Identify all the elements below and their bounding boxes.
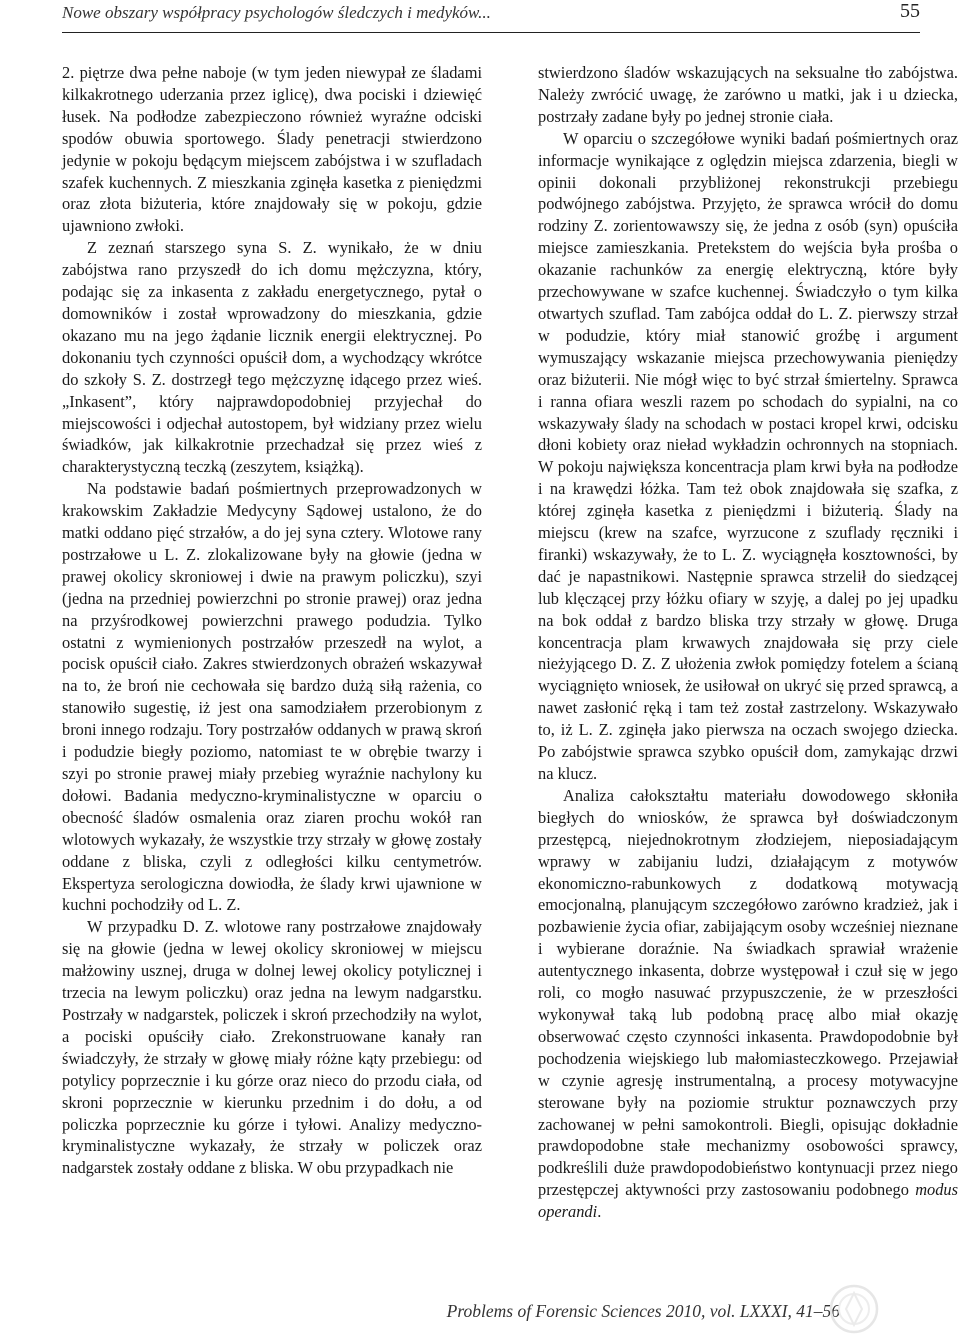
left-column <box>62 62 482 1179</box>
paragraph <box>538 785 958 1223</box>
paragraph: Z zeznań starszego syna S. Z. wynikało, że w dniu zabójstwa rano przyszedł do ich domu mężczyzna, który, podając się za inkasenta z zakładu energetycznego, pytał o domowników i został wprowadzony do mieszkania, gdzie okazano mu na jego żądanie licznik energii elektrycznej. Po dokonaniu tych czynności opuścił dom, a wychodzący wkrótce do szkoły S. Z. dostrzegł tego mężczyznę idącego przez wieś. „Inkasent”, który najprawdopodobniej przyjechał do miejscowości i odjechał autostopem, był widziany przez wielu świadków, jak kilkakrotnie przechadzał się przez wieś z charakterystyczną teczką (zeszytem, książką). <box>62 238 482 477</box>
journal-citation: Problems of Forensic Sciences 2010, vol. LXXXI, 41–56 <box>446 1301 840 1321</box>
paragraph: 2. piętrze dwa pełne naboje (w tym jeden niewypał ze śladami kilkakrotnego uderzania przez iglicę), dwa pociski i dziewięć łusek. Na podłodze zabezpieczono również wyraźne odciski spodów obuwia sportowego. Ślady penetracji stwierdzono jedynie w pokoju będącym miejscem zabójstwa i w szufladach szafek kuchennych. Z mieszkania zginęła kasetka z pieniędzmi oraz złota biżuteria, które znajdowały się w pokoju, gdzie ujawniono zwłoki. <box>62 63 482 236</box>
paragraph: Na podstawie badań pośmiertnych przeprowadzonych w krakowskim Zakładzie Medycyny Sądowej ustalono, że do matki oddano pięć strzałów, a do jej syna cztery. Wlotowe rany postrzałowe u L. Z. zlokalizowane były na głowie (jedna w prawej okolicy skroniowej i dwie na prawym policzku), szyi (jedna na przedniej powierzchni po stronie prawej) oraz jedna na przyśrodkowej powierzchni prawego podudzia. Tylko ostatni z wymienionych postrzałów przeszedł na wylot, a pocisk opuścił ciało. Zakres stwierdzonych obrażeń wskazywał na to, że broń nie cechowała się bardzo dużą siłą rażenia, co stanowiło sugestię, iż jest ona samodziałem przerobionym z broni innego rodzaju. Tory postrzałów oddanych w prawą skroń i podudzie biegły poziomo, natomiast te w obrębie twarzy i szyi po stronie prawej miały przebieg wyraźnie nachylony ku dołowi. Badania medyczno-kryminalistyczne w oparciu o obecność śladów osmalenia oraz ziaren prochu wokół ran wlotowych wykazały, że wszystkie trzy strzały w głowę zostały oddane z bliska, czyli z odległości kilku centymetrów. Ekspertyza serologiczna dowiodła, że ślady krwi ujawnione w kuchni pochodziły od L. Z. <box>62 479 482 915</box>
page-header <box>62 0 920 33</box>
page-number: 55 <box>900 0 920 22</box>
paragraph: stwierdzono śladów wskazujących na seksualne tło zabójstwa. Należy zwrócić uwagę, że zarówno u matki, jak i u dziecka, postrzały zadane były po jednej stronie ciała. <box>538 63 958 126</box>
paragraph-text: Analiza całokształtu materiału dowodowego skłoniła biegłych do wniosków, że sprawca był doświadczonym przestępcą, niejednokrotnym złodziejem, nieposiadającym wprawy w zabijaniu ludzi, działającym z motywów ekonomiczno-rabunkowych z dodatkową motywacją emocjonalną, planującym szczegółowo zarówno kradzież, jak i pozbawienie życia ofiar, zabijającym osoby wcześniej nieznane i wybierane doraźnie. Na świadkach sprawiał wrażenie autentycznego inkasenta, dobrze występował i czuł się w jego roli, co mogło nasuwać przypuszczenie, że w przeszłości wykonywał taką lub podobną pracę albo miał okazję obserwować często czynności inkasenta. Prawdopodobnie był pochodzenia wiejskiego lub małomiasteczkowego. Przejawiał w czynie agresję instrumentalną, a procesy motywacyjne sterowane były na poziomie struktur poznawczych przy zachowanej w pełni samokontroli. Biegli, opisując dokładnie prawdopodobne stałe mechanizmy osobowości sprawcy, podkreślili duże prawdopodobieństwo kontynuacji przez niego przestępczej aktywności przy zastosowaniu podobnego <box>538 785 958 1200</box>
running-title: Nowe obszary współpracy psychologów śledczych i medyków... <box>62 3 491 22</box>
paragraph: W oparciu o szczegółowe wyniki badań pośmiertnych oraz informacje wynikające z oględzin miejsca zdarzenia, biegli w opinii dokonali przybliżonej rekonstrukcji przebiegu podwójnego zabójstwa. Przyjęto, że sprawca wrócił do domu rodziny Z. zorientowawszy się, że jedna z osób (syn) opuściła miejsce zamieszkania. Pretekstem do wejścia była prośba o okazanie rachunków za energię elektryczną, które były przechowywane w szafce kuchennej. Świadczyło o tym kilka otwartych szuflad. Tam zabójca oddał do L. Z. pierwszy strzał w podudzie, który miał stanowić groźbę i argument wymuszający wskazanie miejsca przechowywania pieniędzy oraz biżuterii. Nie mógł więc to być strzał śmiertelny. Sprawca i ranna ofiara weszli razem po schodach do sypialni, na co wskazywały ślady na schodach w postaci kropel krwi, odcisku dłoni kobiety oraz nieład wykładzin ochronnych na stopniach. W pokoju największa koncentracja plam krwi była na podłodze i na krawędzi łóżka. Tam też obok znajdowała się szafka, z której zginęła kasetka z pieniędzmi i biżuterią. Ślady na miejscu (krew na szafce, wyrzucone z szuflady ręczniki i firanki) wskazywały, że to L. Z. wyciągnęła kosztowności, by dać je napastnikowi. Następnie sprawca strzelił do siedzącej lub klęczącej przy łóżku ofiary w szyję, a dalej po jej upadku na bok oddał z bardzo bliska trzy strzały w głowę. Druga koncentracja plam krwawych znajdowała się przy ciele nieżyjącego D. Z. Z ułożenia zwłok pomiędzy fotelem a ścianą wyciągnięto wniosek, że usiłował on ukryć się przed sprawcą, a nawet zasłonić ręką i tam też został zastrzelony. Wskazywało to, iż L. Z. zginęła jako pierwsza na oczach swojego dziecka. Po zabójstwie sprawca szybko opuścił dom, zamykając drzwi na klucz. <box>538 128 958 783</box>
paragraph-end: . <box>597 1202 602 1222</box>
journal-logo-watermark <box>828 1283 880 1335</box>
right-column <box>538 62 958 1223</box>
paragraph: W przypadku D. Z. wlotowe rany postrzałowe znajdowały się na głowie (jedna w lewej okolicy skroniowej w miejscu małżowiny usznej, druga w dolnej lewej okolicy potylicznej i trzecia na lewym policzku) oraz jedna na lewym nadgarstku. Postrzały w nadgarstek, policzek i skroń przechodziły na wylot, a pociski opuściły ciało. Zrekonstruowane kanały ran świadczyły, że strzały w głowę miały różne kąty przebiegu: od potylicy poprzecznie i ku górze oraz nieco do przodu ciała, od skroni poprzecznie w kierunku przednim i do dołu, a od policzka poprzecznie ku górze i tyłowi. Analizy medyczno-kryminalistyczne wykazały, że strzały w policzek oraz nadgarstek zostały oddane z bliska. W obu przypadkach nie <box>62 917 482 1178</box>
latin-term: modus operandi <box>538 1180 958 1222</box>
